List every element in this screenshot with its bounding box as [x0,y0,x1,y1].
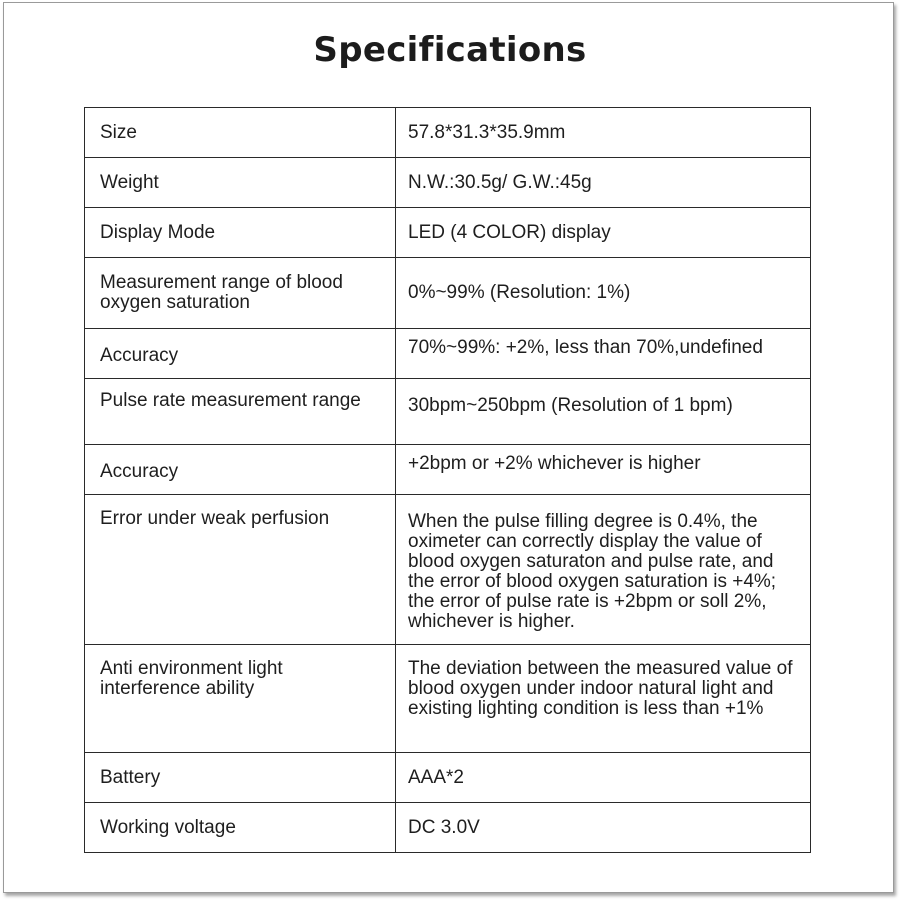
table-row [85,108,811,158]
table-row [85,208,811,258]
row-label: Display Mode [85,208,396,258]
row-value: 57.8*31.3*35.9mm [396,108,811,158]
row-label: Accuracy [85,445,396,495]
row-value: +2bpm or +2% whichever is higher [396,445,811,495]
row-value: 70%~99%: +2%, less than 70%,undefined [396,329,811,379]
row-value: The deviation between the measured value of blood oxygen under indoor natural light and existing lighting condition is less than +1% [396,645,811,753]
row-value: DC 3.0V [396,803,811,853]
row-label: Working voltage [85,803,396,853]
row-value: 0%~99% (Resolution: 1%) [396,258,811,329]
row-label: Weight [85,158,396,208]
table-row [85,803,811,853]
table-row [85,379,811,445]
table-row [85,329,811,379]
row-label: Size [85,108,396,158]
row-value: LED (4 COLOR) display [396,208,811,258]
table-row [85,445,811,495]
specifications-table [84,107,811,853]
table-row [85,258,811,329]
row-value: 30bpm~250bpm (Resolution of 1 bpm) [396,379,811,445]
table-row [85,753,811,803]
table-row [85,645,811,753]
row-label: Accuracy [85,329,396,379]
row-label: Pulse rate measurement range [85,379,396,445]
row-label: Measurement range of blood oxygen saturation [85,258,396,329]
table-row [85,158,811,208]
row-label: Anti environment light interference ability [85,645,396,753]
row-value: N.W.:30.5g/ G.W.:45g [396,158,811,208]
row-label: Battery [85,753,396,803]
page-title: Specifications [313,30,587,70]
row-value: When the pulse filling degree is 0.4%, the oximeter can correctly display the value of blood oxygen saturaton and pulse rate, and the error of blood oxygen saturation is +4%; the error of pulse rate is +2bpm or soll 2%, whichever is higher. [396,495,811,645]
table-row [85,495,811,645]
row-label: Error under weak perfusion [85,495,396,645]
row-value: AAA*2 [396,753,811,803]
